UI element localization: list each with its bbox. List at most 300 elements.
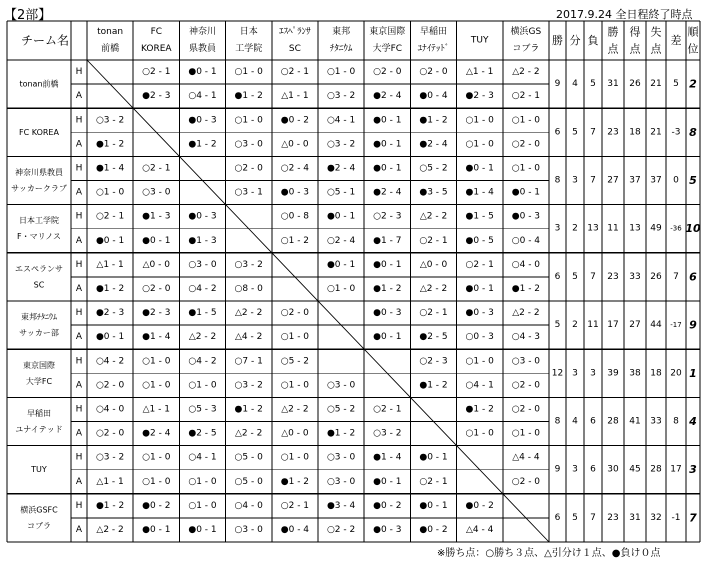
home-label: H: [75, 356, 83, 367]
result-home: ●0 - 3: [188, 211, 217, 222]
result-home: ○2 - 1: [373, 404, 402, 415]
stat-header-6: 差: [670, 34, 682, 47]
result-away: ●1 - 2: [95, 283, 125, 294]
team-name: 日本工学院: [19, 216, 59, 226]
team-stat: 5: [554, 320, 561, 331]
stat-header-5-sub: 点: [650, 42, 662, 56]
stat-header-2: 負: [587, 34, 599, 47]
result-home: ○3 - 2: [234, 259, 263, 270]
result-away: △2 - 2: [419, 283, 448, 294]
team-name-sub: サッカー部: [19, 328, 59, 338]
result-home: ○5 - 2: [280, 356, 310, 367]
result-home: ○5 - 0: [234, 452, 263, 463]
result-home: ○4 - 1: [188, 452, 217, 463]
result-away: ●0 - 1: [373, 332, 402, 343]
team-stat: -1: [671, 512, 681, 523]
result-home: ○2 - 1: [280, 500, 310, 511]
team-stat: 6: [590, 416, 596, 427]
result-home: ●0 - 1: [188, 67, 217, 78]
stat-header-3-sub: 点: [607, 42, 619, 56]
result-home: ○4 - 2: [188, 356, 217, 367]
result-away: ●0 - 1: [373, 139, 402, 150]
result-away: ●0 - 1: [511, 187, 541, 198]
result-away: ●3 - 5: [419, 187, 448, 198]
team-stat: 21: [650, 127, 662, 138]
result-away: ●1 - 4: [465, 187, 494, 198]
away-label: A: [75, 332, 83, 343]
result-home: △2 - 2: [281, 404, 309, 415]
home-label: H: [75, 259, 83, 270]
team-rank: 1: [689, 366, 697, 380]
team-stat: 26: [629, 79, 641, 90]
result-away: ○3 - 1: [234, 187, 263, 198]
team-stat: 6: [554, 271, 561, 282]
home-label: H: [75, 67, 83, 78]
away-label: A: [75, 187, 83, 198]
result-away: ●1 - 2: [373, 283, 402, 294]
result-away: ○1 - 0: [188, 380, 217, 391]
team-name-sub: 大学FC: [25, 376, 53, 386]
team-rank: 8: [689, 125, 697, 139]
team-rank: 4: [689, 415, 697, 428]
team-rank: 5: [689, 174, 697, 187]
result-away: △4 - 2: [235, 332, 263, 343]
col-header-10-sub: コブラ: [512, 44, 540, 54]
result-away: ○3 - 2: [326, 139, 356, 150]
team-name: 東京国際: [23, 360, 55, 370]
team-stat: 2: [572, 223, 578, 234]
col-header-3: 神奈川: [188, 27, 217, 37]
result-home: △2 - 2: [419, 211, 448, 222]
team-stat: -3: [671, 127, 681, 138]
result-home: ●0 - 3: [188, 115, 217, 126]
team-name-sub: サッカークラブ: [11, 184, 67, 193]
team-stat: -36: [670, 224, 682, 233]
result-away: ○2 - 0: [511, 476, 541, 487]
team-stat: 3: [572, 464, 578, 475]
team-rank: 3: [689, 463, 697, 477]
result-home: ○2 - 0: [511, 404, 541, 415]
result-home: ○2 - 4: [280, 163, 310, 174]
team-stat: 7: [590, 175, 596, 186]
result-away: ○1 - 0: [465, 139, 494, 150]
result-home: ○1 - 0: [280, 452, 310, 463]
result-away: ○3 - 0: [234, 139, 263, 150]
team-stat: 23: [607, 127, 619, 138]
team-stat: 17: [607, 320, 619, 331]
away-label: A: [75, 380, 83, 391]
result-home: ●1 - 2: [95, 500, 125, 511]
team-name: 早稲田: [27, 409, 51, 418]
team-stat: 5: [673, 79, 679, 90]
result-away: △2 - 2: [235, 428, 263, 439]
result-home: ●0 - 1: [419, 500, 448, 511]
result-away: ●2 - 5: [419, 332, 448, 343]
result-home: ●1 - 4: [373, 452, 402, 463]
team-stat: 4: [572, 416, 578, 427]
team-stat: 18: [650, 368, 662, 379]
result-away: ○2 - 0: [511, 139, 541, 150]
result-home: △2 - 2: [512, 308, 540, 319]
result-home: ○4 - 2: [95, 356, 125, 367]
result-home: ○2 - 0: [419, 67, 448, 78]
result-away: ●1 - 2: [326, 428, 356, 439]
sheet-title: 【2部】: [4, 8, 52, 23]
result-away: ○3 - 0: [142, 187, 171, 198]
result-away: ○2 - 0: [95, 380, 125, 391]
team-rank: 10: [685, 222, 701, 236]
result-away: △1 - 1: [281, 91, 309, 102]
result-home: ●1 - 5: [188, 308, 217, 319]
col-header-3-sub: 県教員: [188, 44, 217, 54]
result-home: ●2 - 4: [326, 163, 356, 174]
team-stat: 13: [629, 223, 641, 234]
result-away: ●1 - 2: [95, 139, 125, 150]
team-name: FC KOREA: [19, 127, 59, 137]
result-home: ●0 - 3: [511, 211, 541, 222]
home-label: H: [75, 211, 83, 222]
team-rank: 9: [689, 318, 697, 332]
col-header-6: 東邦: [332, 27, 351, 37]
result-home: ●2 - 3: [142, 308, 171, 319]
result-away: ●1 - 4: [142, 332, 171, 343]
result-home: ○2 - 3: [419, 356, 448, 367]
date-note: 2017.9.24 全日程終了時点: [556, 8, 693, 21]
team-stat: 37: [629, 175, 641, 186]
result-away: ●0 - 2: [419, 524, 448, 535]
team-stat: 31: [607, 79, 619, 90]
team-name: 横浜GSFC: [20, 505, 58, 515]
team-stat: 11: [607, 223, 619, 234]
result-home: ○2 - 1: [142, 163, 171, 174]
result-home: ○3 - 0: [326, 452, 356, 463]
result-home: ○2 - 0: [280, 308, 310, 319]
result-away: ○4 - 2: [188, 283, 217, 294]
result-home: ●1 - 4: [95, 163, 125, 174]
result-away: ●2 - 5: [188, 428, 217, 439]
result-home: ○1 - 0: [326, 67, 356, 78]
result-home: ○5 - 3: [188, 404, 217, 415]
away-label: A: [75, 524, 83, 535]
team-name-sub: コブラ: [27, 521, 51, 531]
result-away: ○2 - 0: [142, 283, 171, 294]
team-stat: 8: [554, 175, 561, 186]
result-home: ○2 - 3: [373, 211, 402, 222]
team-name: tonan前橋: [19, 79, 59, 89]
team-stat: 3: [554, 223, 561, 234]
team-stat: 44: [650, 320, 662, 331]
result-home: ○3 - 0: [188, 259, 217, 270]
stat-header-4: 得: [629, 25, 641, 39]
result-home: ●0 - 1: [419, 452, 448, 463]
team-stat: 26: [650, 271, 662, 282]
result-away: ●1 - 2: [511, 283, 541, 294]
result-home: ○1 - 0: [142, 356, 171, 367]
team-name: TUY: [31, 465, 47, 475]
result-away: ○1 - 0: [142, 380, 171, 391]
team-stat: 28: [650, 464, 662, 475]
result-home: ●0 - 3: [373, 308, 402, 319]
team-rank: 7: [689, 511, 697, 525]
result-home: ●0 - 1: [373, 259, 402, 270]
team-stat: 8: [554, 416, 561, 427]
result-away: △2 - 2: [96, 524, 124, 535]
team-stat: 7: [590, 512, 596, 523]
result-home: ○2 - 1: [419, 308, 448, 319]
result-away: ○2 - 0: [511, 380, 541, 391]
result-home: ○1 - 0: [465, 115, 494, 126]
result-home: ●0 - 2: [465, 500, 494, 511]
result-away: ○1 - 0: [280, 332, 310, 343]
team-stat: 0: [673, 175, 679, 186]
result-home: ○1 - 0: [511, 163, 541, 174]
result-home: ○3 - 0: [511, 356, 541, 367]
home-label: H: [75, 404, 83, 415]
team-stat: 4: [572, 79, 578, 90]
result-home: ●1 - 2: [234, 404, 263, 415]
col-header-10: 横浜GS: [510, 27, 542, 37]
result-home: ●1 - 5: [465, 211, 494, 222]
result-home: ○3 - 2: [95, 115, 125, 126]
result-away: ○3 - 2: [234, 380, 263, 391]
result-away: ●2 - 4: [373, 91, 402, 102]
team-stat: 3: [590, 368, 596, 379]
result-away: ●0 - 4: [419, 91, 448, 102]
result-away: ○3 - 0: [234, 524, 263, 535]
result-home: △0 - 0: [142, 259, 170, 270]
result-away: △0 - 0: [281, 139, 309, 150]
result-away: ○3 - 0: [326, 380, 356, 391]
result-away: △0 - 0: [281, 428, 309, 439]
result-away: ○3 - 0: [326, 476, 356, 487]
result-home: ●0 - 2: [280, 115, 310, 126]
home-label: H: [75, 115, 83, 126]
result-away: △1 - 1: [96, 476, 124, 487]
team-name: エスペランサ: [15, 264, 63, 274]
home-label: H: [75, 308, 83, 319]
result-home: △2 - 2: [512, 67, 540, 78]
col-header-7-sub: 大学FC: [372, 44, 403, 54]
team-stat: 5: [590, 79, 596, 90]
team-stat: 21: [650, 79, 662, 90]
result-home: ●0 - 1: [465, 163, 494, 174]
team-stat: 2: [572, 320, 578, 331]
result-home: △4 - 4: [512, 452, 540, 463]
team-stat: 33: [650, 416, 662, 427]
away-label: A: [75, 139, 83, 150]
result-away: ○8 - 0: [234, 283, 263, 294]
result-home: ●0 - 1: [373, 115, 402, 126]
away-label: A: [75, 91, 83, 102]
result-away: ○2 - 0: [95, 428, 125, 439]
result-home: ○1 - 0: [142, 452, 171, 463]
result-home: ○2 - 0: [373, 67, 402, 78]
team-stat: 18: [629, 127, 641, 138]
team-name-sub: ユナイテッド: [15, 425, 63, 434]
col-header-4: 日本: [239, 27, 258, 37]
result-home: △0 - 0: [419, 259, 448, 270]
col-header-7: 東京国際: [369, 27, 406, 37]
result-away: ○1 - 0: [465, 428, 494, 439]
stat-header-1: 分: [569, 34, 581, 47]
col-header-2-sub: KOREA: [141, 44, 172, 54]
result-home: ●2 - 3: [95, 308, 125, 319]
result-away: ●1 - 3: [188, 235, 217, 246]
away-label: A: [75, 476, 83, 487]
team-stat: 6: [554, 127, 561, 138]
col-header-9: TUY: [470, 35, 489, 46]
home-label: H: [75, 452, 83, 463]
result-home: ●0 - 1: [373, 163, 402, 174]
result-away: ●0 - 4: [280, 524, 310, 535]
team-stat: 49: [650, 223, 662, 234]
team-stat: 37: [650, 175, 662, 186]
col-header-1: tonan: [97, 27, 124, 37]
team-stat: 17: [670, 464, 682, 475]
result-away: ○3 - 2: [326, 91, 356, 102]
result-away: ●1 - 2: [419, 380, 448, 391]
result-away: ●2 - 3: [465, 91, 494, 102]
result-away: ●1 - 2: [280, 476, 310, 487]
result-home: ○1 - 0: [465, 356, 494, 367]
result-away: ○1 - 0: [280, 380, 310, 391]
result-away: ○4 - 1: [188, 91, 217, 102]
away-label: A: [75, 235, 83, 246]
result-home: ○0 - 8: [280, 211, 310, 222]
result-away: ○0 - 4: [511, 235, 541, 246]
team-rank: 2: [689, 77, 697, 91]
result-away: ●0 - 1: [373, 476, 402, 487]
col-header-1-sub: 前橋: [101, 44, 120, 54]
team-stat: 31: [629, 512, 641, 523]
result-home: ○1 - 0: [234, 115, 263, 126]
team-name-sub: F・マリノス: [17, 232, 61, 242]
result-home: △2 - 2: [235, 308, 263, 319]
result-home: ○2 - 1: [280, 67, 310, 78]
result-home: ○2 - 0: [234, 163, 263, 174]
team-stat: 5: [572, 127, 578, 138]
team-stat: 30: [607, 464, 619, 475]
team-stat: 12: [551, 368, 564, 379]
result-away: ○5 - 0: [234, 476, 263, 487]
team-stat: 5: [572, 512, 578, 523]
result-home: ○2 - 1: [142, 67, 171, 78]
result-away: ○2 - 1: [419, 235, 448, 246]
team-stat: 7: [673, 271, 679, 282]
team-stat: 20: [670, 368, 682, 379]
result-away: ●0 - 3: [280, 187, 310, 198]
result-away: ●2 - 4: [419, 139, 448, 150]
team-stat: -17: [670, 321, 682, 330]
team-rank: 6: [689, 270, 697, 284]
result-away: ●1 - 7: [373, 235, 402, 246]
result-away: ●0 - 5: [465, 235, 494, 246]
result-home: ●0 - 2: [373, 500, 402, 511]
result-away: ●1 - 2: [188, 139, 217, 150]
result-home: ○2 - 1: [95, 211, 125, 222]
team-stat: 7: [590, 271, 596, 282]
away-label: A: [75, 283, 83, 294]
result-away: ●0 - 1: [95, 332, 125, 343]
team-stat: 41: [629, 416, 641, 427]
result-home: ●3 - 4: [326, 500, 356, 511]
result-away: ●0 - 3: [373, 524, 402, 535]
home-label: H: [75, 500, 83, 511]
result-home: △1 - 1: [142, 404, 170, 415]
result-away: △4 - 4: [466, 524, 494, 535]
team-stat: 33: [629, 271, 641, 282]
result-home: ●1 - 2: [419, 115, 448, 126]
result-home: ○4 - 0: [234, 500, 263, 511]
result-away: ●0 - 1: [142, 524, 171, 535]
result-away: ○1 - 0: [511, 428, 541, 439]
result-away: ○3 - 2: [373, 428, 402, 439]
team-stat: 28: [607, 416, 619, 427]
col-header-6-sub: ﾁﾀﾆｳﾑ: [329, 44, 353, 54]
team-stat: 6: [590, 464, 596, 475]
footer-note: ※勝ち点：○勝ち３点、△引分け１点、●負け０点: [437, 548, 661, 559]
result-home: ○1 - 0: [188, 500, 217, 511]
team-stat: 11: [587, 320, 599, 331]
team-stat: 38: [629, 368, 641, 379]
team-stat: 9: [554, 79, 561, 90]
stat-header-5: 失: [650, 25, 662, 39]
result-away: ○2 - 2: [326, 524, 356, 535]
stat-header-4-sub: 点: [629, 42, 641, 56]
result-away: ○1 - 0: [95, 187, 125, 198]
team-stat: 9: [554, 464, 561, 475]
team-name: 神奈川県教員: [15, 168, 63, 177]
result-away: ○0 - 3: [465, 332, 494, 343]
team-stat: 23: [607, 512, 619, 523]
result-home: ●1 - 3: [142, 211, 171, 222]
team-stat: 27: [607, 175, 619, 186]
result-home: ●0 - 1: [326, 259, 356, 270]
result-home: ○1 - 0: [511, 115, 541, 126]
team-stat: 3: [572, 175, 578, 186]
result-home: ●0 - 2: [142, 500, 171, 511]
team-stat: 27: [629, 320, 641, 331]
stat-header-7: 順: [687, 25, 699, 39]
col-header-5-sub: SC: [288, 44, 301, 54]
header-team: チーム名: [20, 33, 70, 48]
col-header-2: FC: [150, 27, 163, 37]
col-header-4-sub: 工学院: [235, 44, 263, 54]
team-stat: 23: [607, 271, 619, 282]
result-away: ●1 - 2: [234, 91, 263, 102]
result-away: ○5 - 1: [326, 187, 356, 198]
result-home: △1 - 1: [96, 259, 124, 270]
result-home: ○4 - 0: [95, 404, 125, 415]
result-away: ○4 - 3: [511, 332, 541, 343]
result-away: ●2 - 4: [373, 187, 402, 198]
result-away: ●2 - 4: [142, 428, 171, 439]
result-away: ○1 - 0: [188, 476, 217, 487]
result-away: ○4 - 1: [465, 380, 494, 391]
result-home: ○1 - 0: [234, 67, 263, 78]
team-stat: 7: [590, 127, 596, 138]
result-home: ○3 - 2: [95, 452, 125, 463]
result-away: ●0 - 1: [188, 524, 217, 535]
result-away: ○1 - 2: [280, 235, 310, 246]
team-stat: 32: [650, 512, 662, 523]
team-stat: 8: [673, 416, 679, 427]
result-away: ●2 - 3: [142, 91, 171, 102]
team-stat: 45: [629, 464, 641, 475]
team-stat: 5: [572, 271, 578, 282]
result-home: ●1 - 2: [465, 404, 494, 415]
result-home: ○5 - 2: [326, 404, 356, 415]
